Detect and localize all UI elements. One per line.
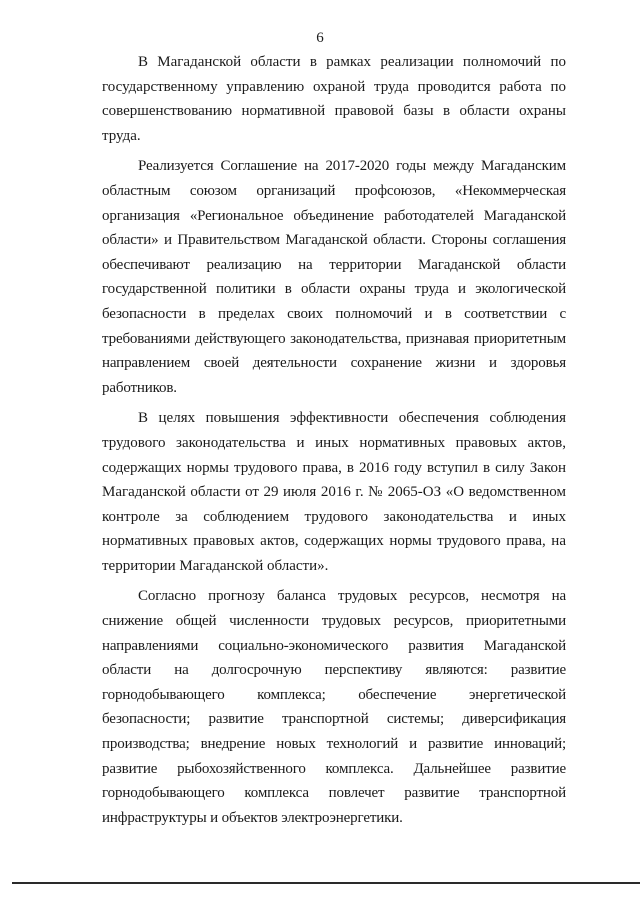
page-bottom-rule [12, 882, 640, 884]
paragraph-labor-resources-forecast: Согласно прогнозу баланса трудовых ресурсов, несмотря на снижение общей численности трудовых ресурсов, приоритетными направлениями социально-экономического развития Магаданской области на долгосрочную перспективу являются: развитие горнодобывающего комплекса; обеспечение энергетической безопасности; развитие транспортной системы; диверсификация производства; внедрение новых технологий и развитие инноваций; развитие рыбохозяйственного комплекса. Дальнейшее развитие горнодобывающего комплекса повлечет развитие транспортной инфраструктуры и объектов электроэнергетики. [102, 588, 566, 826]
paragraph-departmental-control-law: В целях повышения эффективности обеспечения соблюдения трудового законодательства и иных нормативных правовых актов, содержащих нормы трудового права, в 2016 году вступил в силу Закон Магаданской области от 29 июля 2016 г. № 2065-ОЗ «О ведомственном контроле за соблюдением трудового законодательства и иных нормативных правовых актов, содержащих нормы трудового права, на территории Магаданской области». [102, 410, 566, 574]
paragraph-labor-protection-regulation: В Магаданской области в рамках реализации полномочий по государственному управлению охраной труда проводится работа по совершенствованию нормативной правовой базы в области охраны труда. [102, 54, 566, 144]
document-body [102, 50, 566, 836]
page-number: 6 [316, 30, 324, 46]
paragraph-tripartite-agreement: Реализуется Соглашение на 2017-2020 годы между Магаданским областным союзом организаций профсоюзов, «Некоммерческая организация «Региональное объединение работодателей Магаданской области» и Правительством Магаданской области. Стороны соглашения обеспечивают реализацию на территории Магаданской области государственной политики в области охраны труда и экологической безопасности в пределах своих полномочий и в соответствии с требованиями действующего законодательства, признавая приоритетным направлением своей деятельности сохранение жизни и здоровья работников. [102, 158, 566, 396]
